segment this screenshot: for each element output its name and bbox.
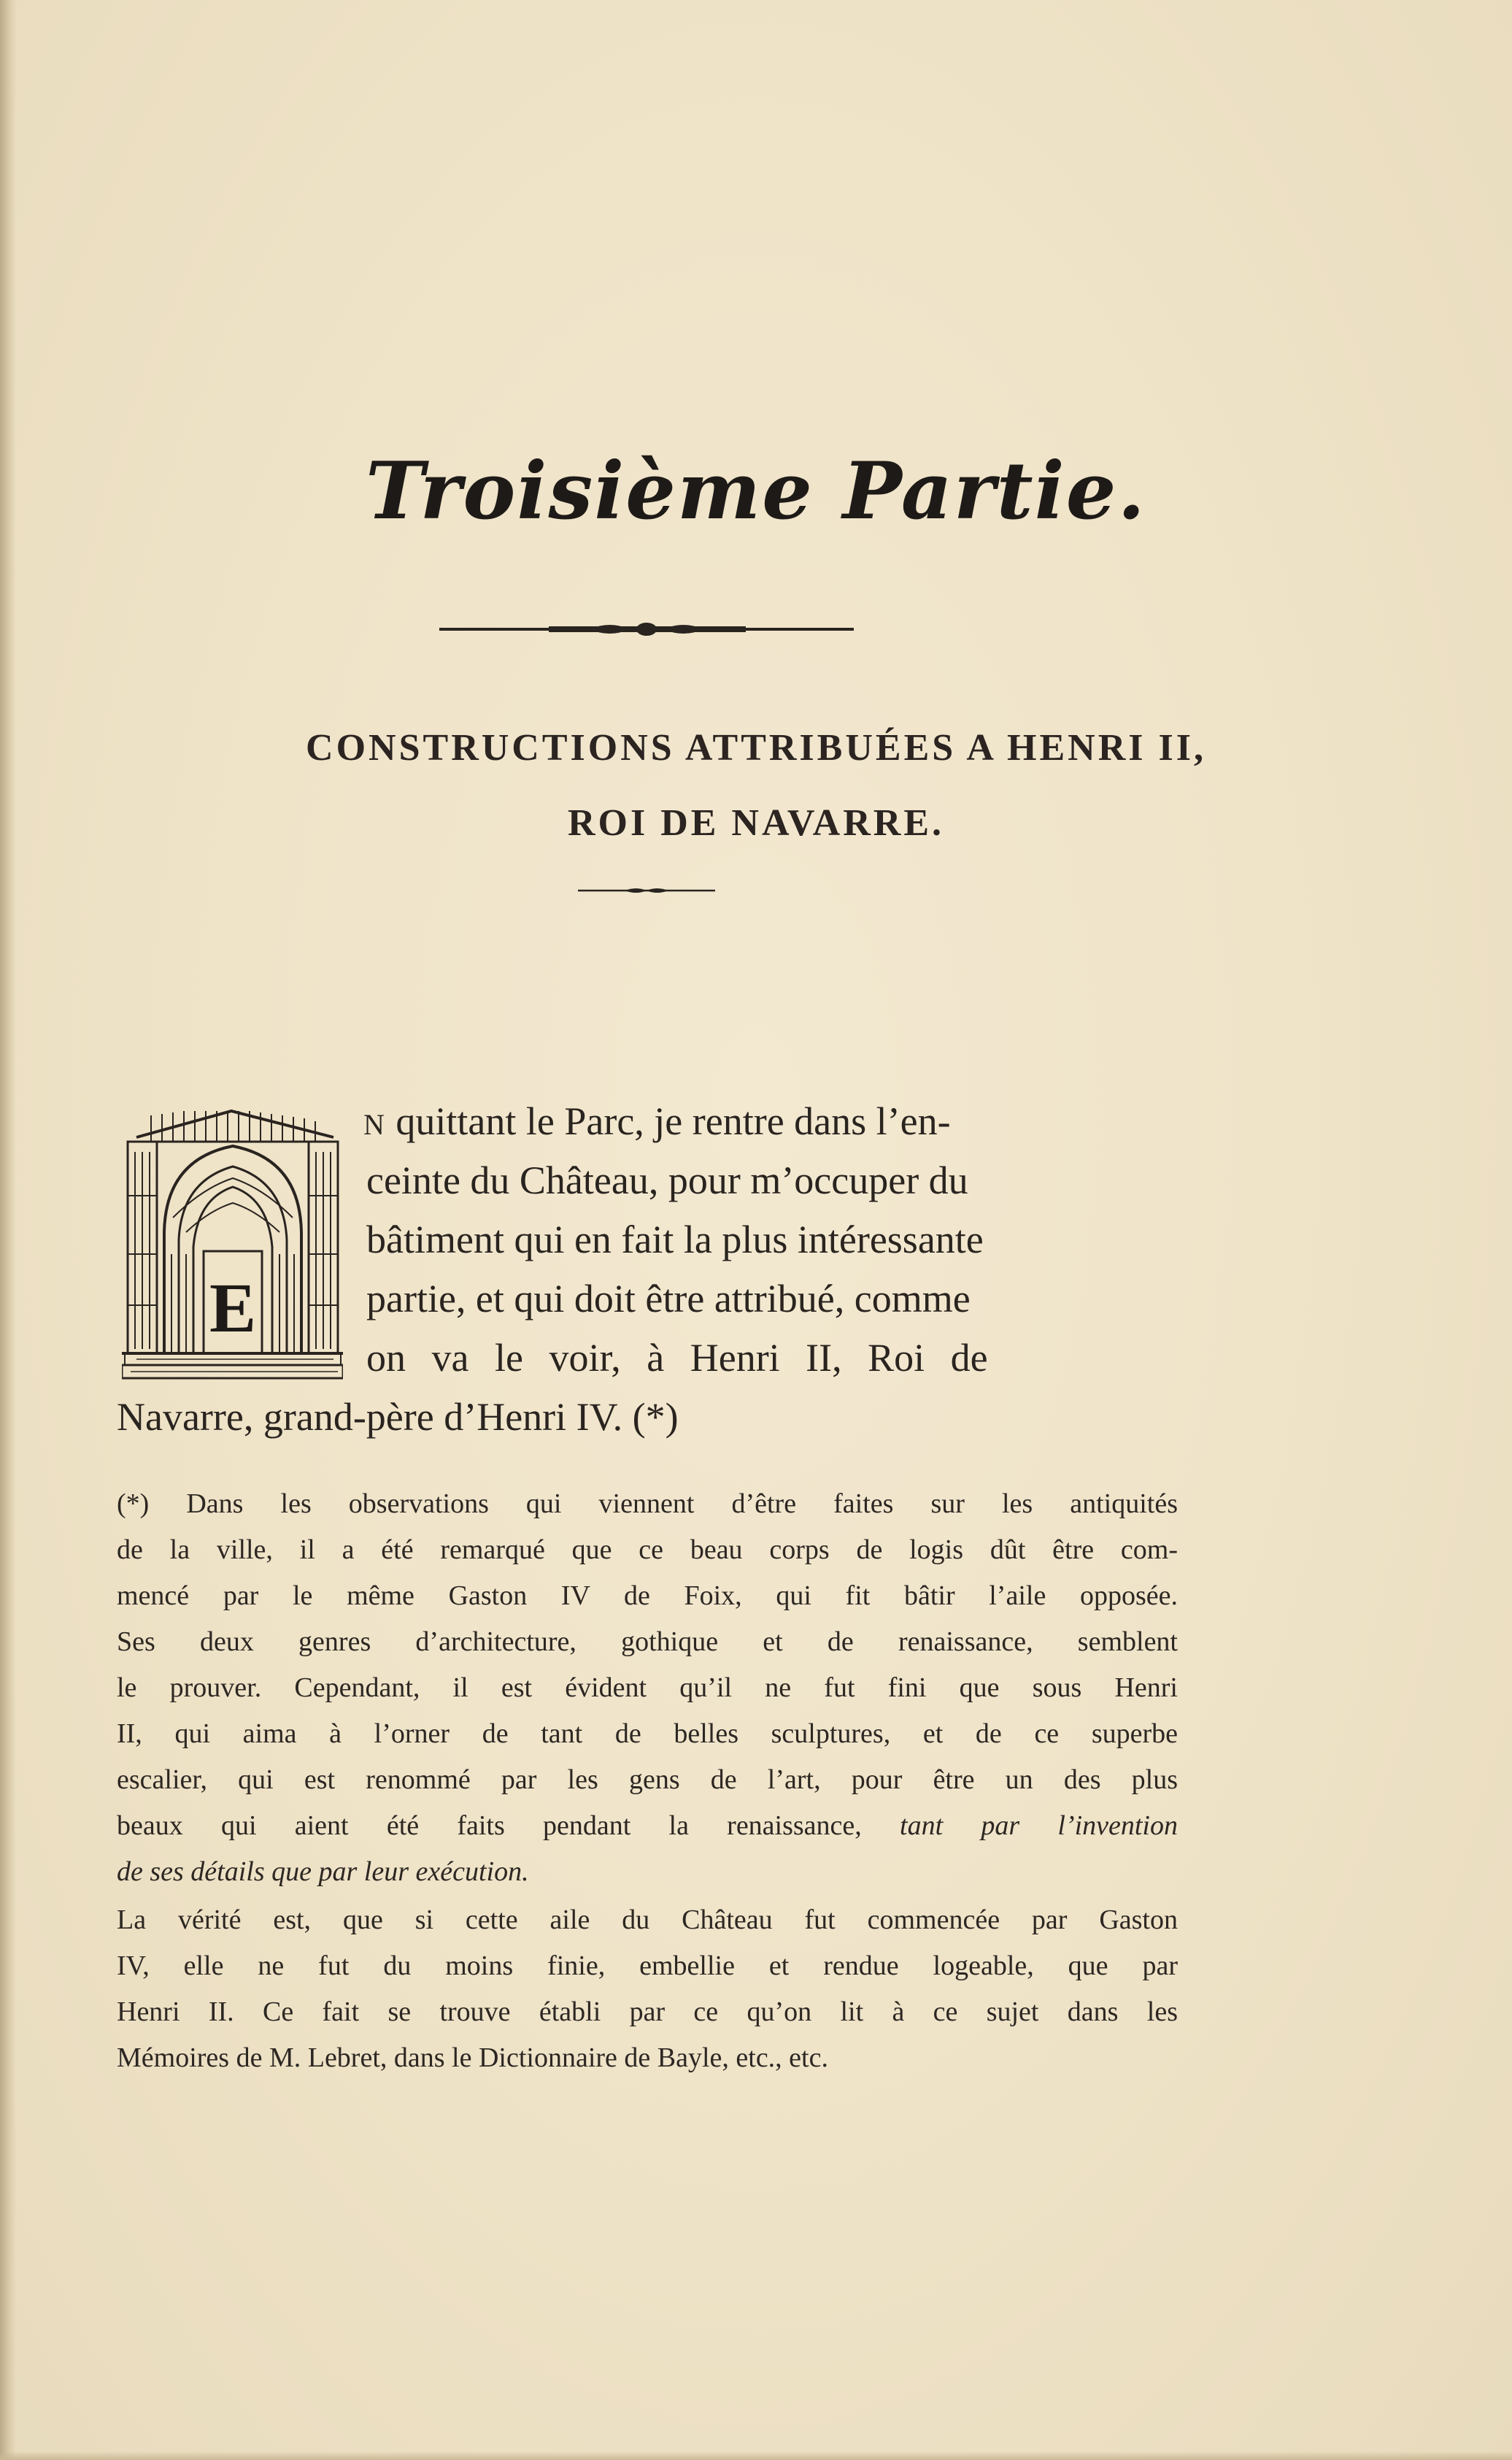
footnote-line-8-roman: beaux qui aient été faits pendant la renaissance, — [117, 1810, 900, 1841]
paragraph-line-1-text: quittant le Parc, je rentre dans l’en- — [385, 1099, 951, 1143]
paragraph-line-5: on va le voir, à Henri II, Roi de — [366, 1336, 988, 1380]
footnote-line: II, qui aima à l’orner de tant de belles sculptures, et de ce superbe — [117, 1718, 1178, 1749]
paragraph-line-6: Navarre, grand-père d’Henri IV. (*) — [117, 1395, 679, 1439]
paragraph-line-4: partie, et qui doit être attribué, comme — [366, 1277, 971, 1321]
gothic-initial-illustration — [122, 1108, 343, 1385]
footnote-para2-last-line: Mémoires de M. Lebret, dans le Dictionnaire de Bayle, etc., etc. — [117, 2042, 828, 2073]
footnote-line: le prouver. Cependant, il est évident qu’il ne fut fini que sous Henri — [117, 1672, 1178, 1703]
footnote-line: de la ville, il a été remarqué que ce beau corps de logis dût être com- — [117, 1534, 1178, 1565]
chapter-heading-line-2: ROI DE NAVARRE. — [567, 802, 945, 844]
chapter-heading-line-1: CONSTRUCTIONS ATTRIBUÉES A HENRI II, — [306, 727, 1206, 769]
page-bottom-edge — [0, 2451, 1512, 2460]
footnote-line: (*) Dans les observations qui viennent d’être faites sur les antiquités — [117, 1488, 1178, 1519]
paragraph-line-2: ceinte du Château, pour m’occuper du — [366, 1158, 968, 1202]
footnote-line-8 — [117, 1810, 1178, 1842]
part-title: Troisième Partie. — [365, 445, 1147, 537]
initial-letter: E — [209, 1269, 257, 1347]
paragraph-line-3: bâtiment qui en fait la plus intéressante — [366, 1218, 984, 1261]
footnote-line: mencé par le même Gaston IV de Foix, qui fit bâtir l’aile opposée. — [117, 1580, 1178, 1611]
footnote-para2-line: Henri II. Ce fait se trouve établi par ce qu’on lit à ce sujet dans les — [117, 1996, 1178, 2027]
paragraph-line-1-smallcaps: N — [363, 1108, 386, 1141]
small-ornamental-rule — [578, 885, 715, 896]
footnote-line: Ses deux genres d’architecture, gothique et de renaissance, semblent — [117, 1626, 1178, 1657]
ornamental-rule — [439, 619, 854, 639]
footnote-para2-line: IV, elle ne fut du moins finie, embellie et rendue logeable, que par — [117, 1950, 1178, 1981]
footnote-line-8-italic: tant par l’invention — [900, 1810, 1178, 1841]
paragraph-line-1 — [363, 1099, 951, 1144]
footnote-line-9: de ses détails que par leur exécution. — [117, 1856, 529, 1887]
footnote-para2-line: La vérité est, que si cette aile du Château fut commencée par Gaston — [117, 1904, 1178, 1935]
footnote-line: escalier, qui est renommé par les gens de l’art, pour être un des plus — [117, 1764, 1178, 1795]
page-left-edge — [0, 0, 16, 2460]
